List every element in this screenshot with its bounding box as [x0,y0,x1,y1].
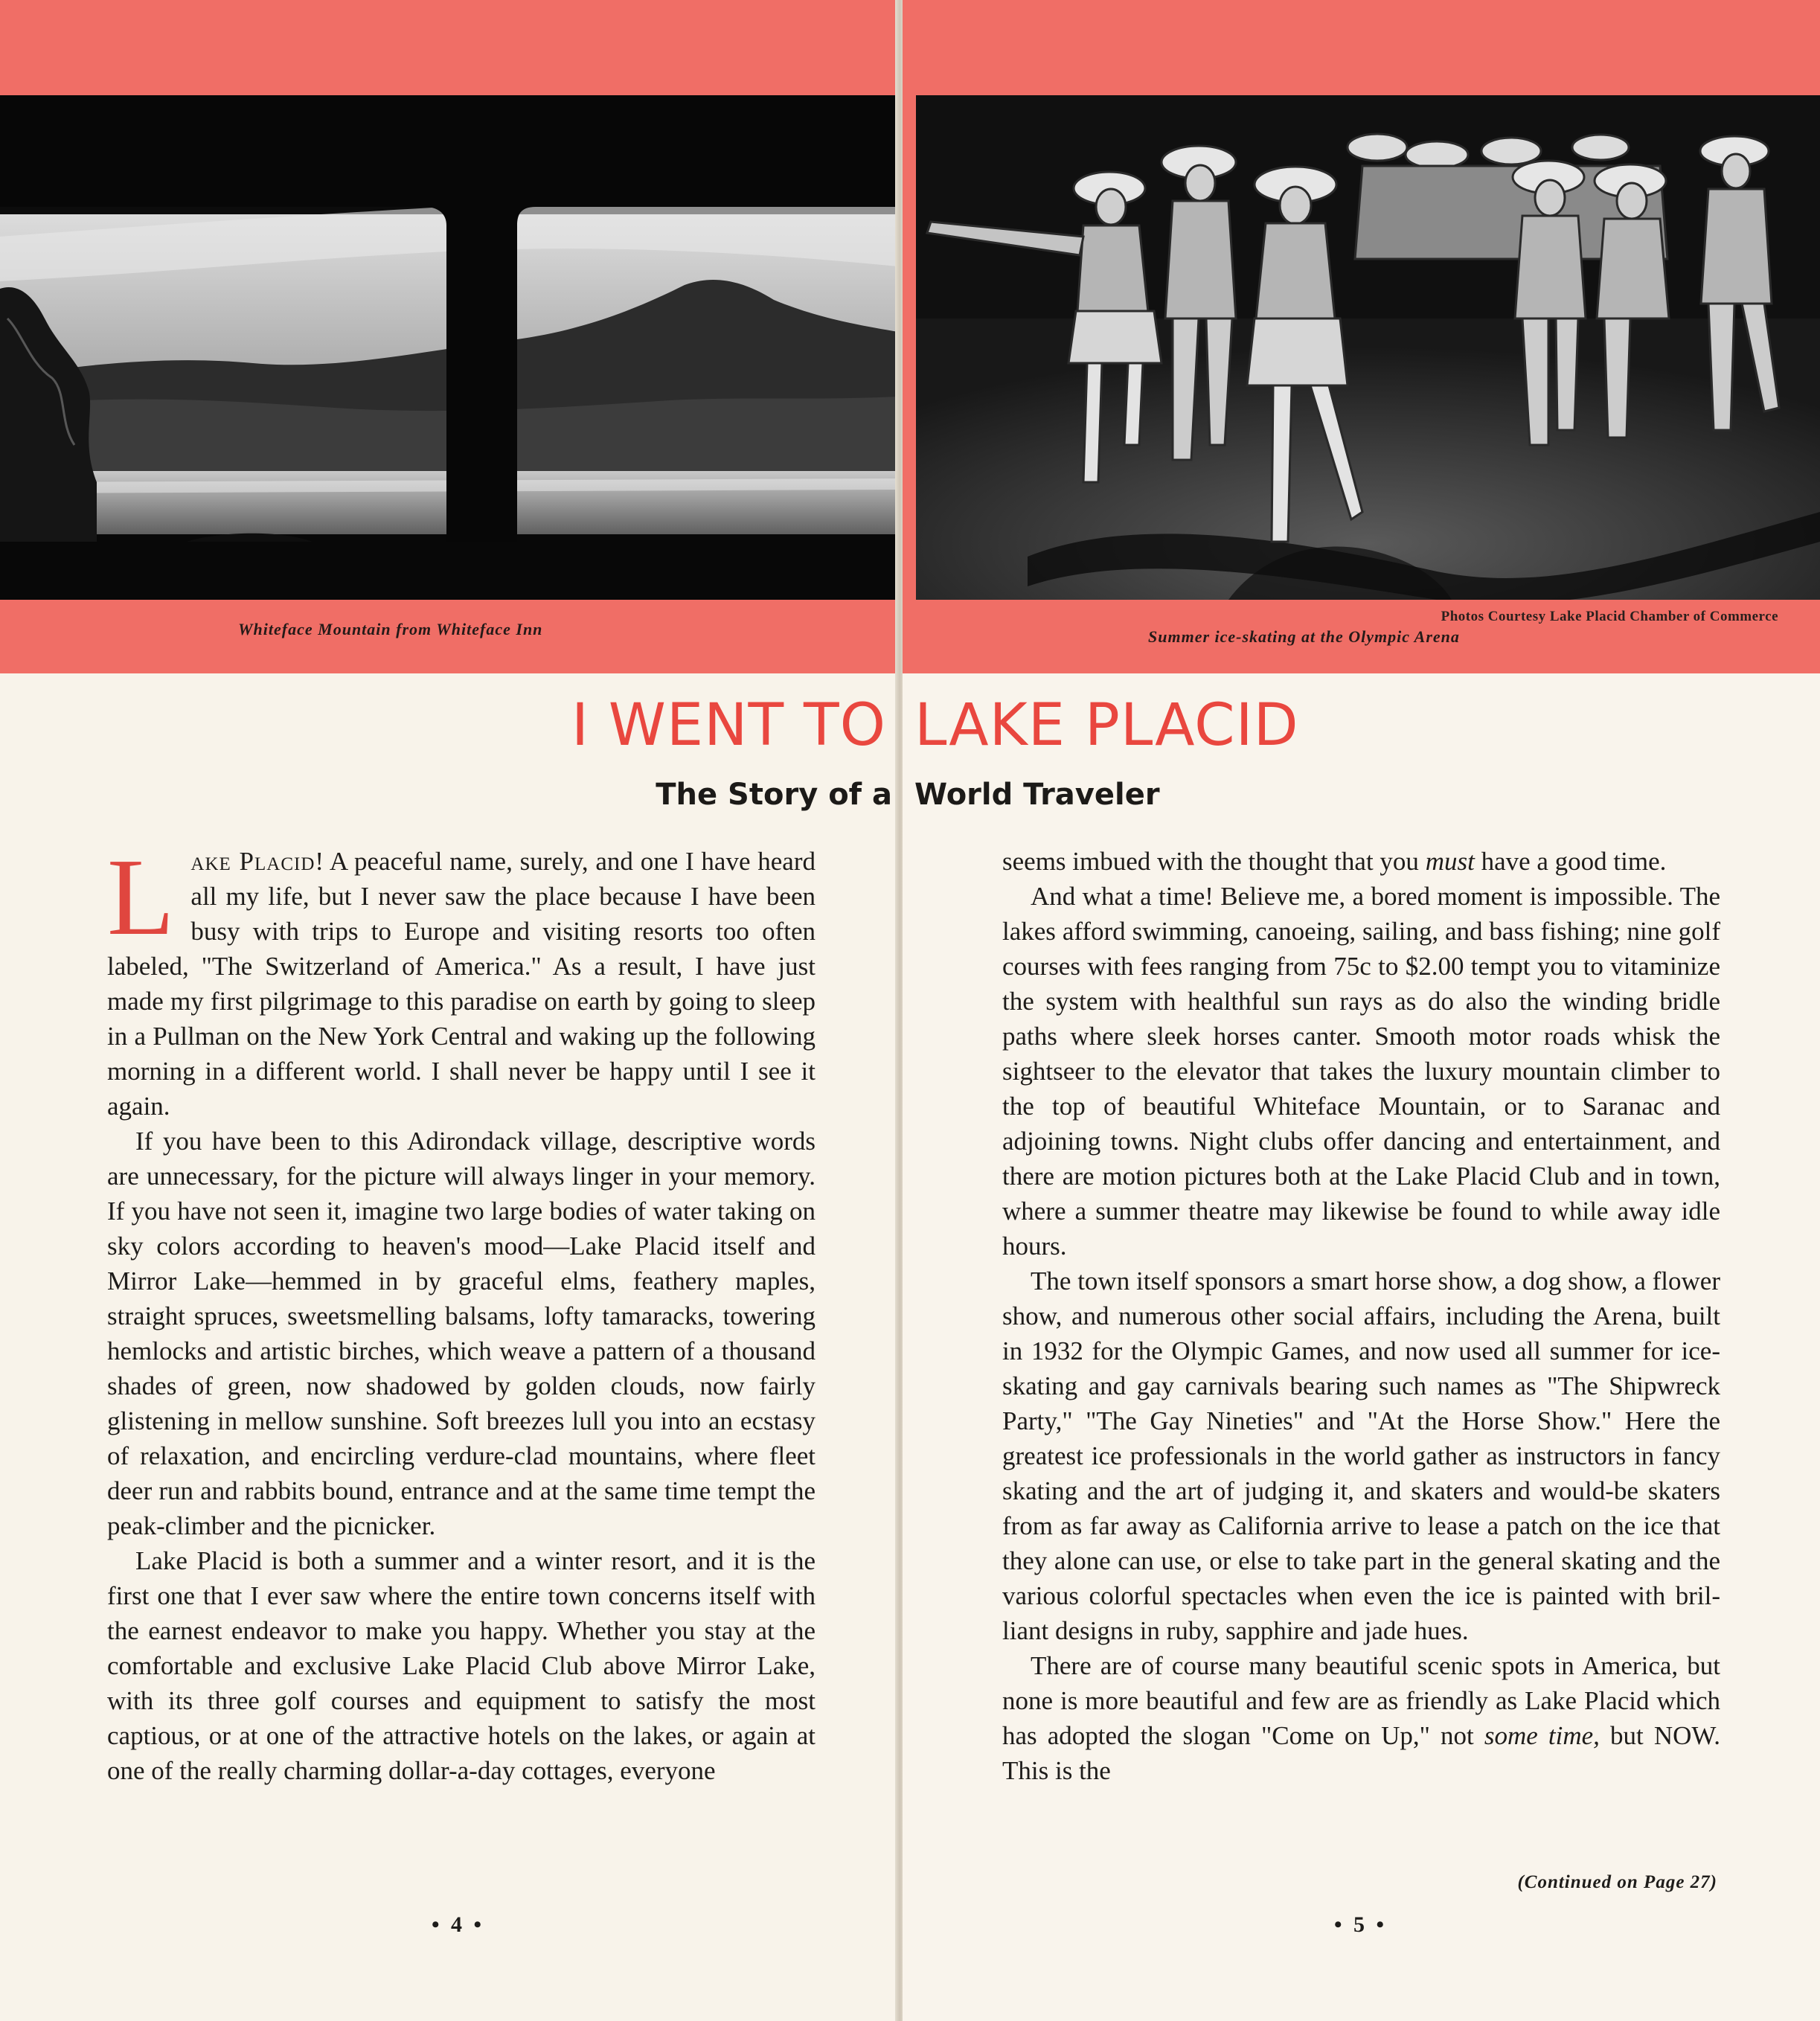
page-title-left: I WENT TO [571,692,886,759]
article-column-right [1002,844,1720,1788]
page-right [903,0,1820,2021]
article-paragraph-5: And what a time! Believe me, a bored moment is impossible. The lakes afford swimming, canoeing, sailing, and bass fishing; nine golf courses with fees ranging from 75c to $2.00 tempt you to vitaminize the system with healthful sun rays as do also the winding bridle paths where sleek horses canter. Smooth motor roads whisk the sightseer to the elevator that takes the luxury mountain climber to the top of beautiful Whiteface Mountain, or to Saranac and adjoining towns. Night clubs offer dancing and entertainment, and there are motion pictures both at the Lake Placid Club and in town, where a summer theatre may likewise be found to while away idle hours. [1002,882,1720,1261]
article-paragraph-1 [107,836,816,1124]
article-paragraph-4 [1002,844,1720,879]
photo-whiteface-mountain [0,95,898,600]
article-paragraph-2: If you have been to this Adirondack village, descriptive words are unnecessary, for the picture will always linger in your memory. If you have not seen it, imagine two large bodies of water taking on sky colors according to heaven's mood—Lake Placid itself and Mirror Lake—hemmed in by graceful elms, feathery maples, straight spruces, sweetsmelling balsams, lofty tamaracks, towering hemlocks and artistic birches, which weave a pattern of a thousand shades of green, now shadowed by golden clouds, now fairly glistening in mellow sunshine. Soft breezes lull you into an ecstasy of relaxation, and encircling verdure-clad mountains, where fleet deer run and rabbits bound, entrance and at the same time tempt the peak-climber and the picnicker. [107,1127,816,1540]
skaters-photo-image [916,95,1820,600]
article-paragraph-3: Lake Placid is both a summer and a winter resort, and it is the first one that I ever saw where the entire town concerns itself with the earnest endeavor to make you happy. Whether you stay at the comfortable and exclusive Lake Placid Club above Mirror Lake, with its three golf courses and equipment to satisfy the most captious, or at one of the attractive hotels on the lakes, or again at one of the really charming dollar-a-day cottages, everyone [107,1546,816,1785]
page-left [0,0,898,2021]
page-number-right: • 5 • [1334,1912,1388,1937]
page-title-right: LAKE PLACID [914,692,1299,759]
page-subtitle-right: World Traveler [914,778,1160,812]
photo-credit: Photos Courtesy Lake Placid Chamber of Commerce [1441,609,1778,624]
paragraph-7-end: but NOW. This is the [1002,1721,1720,1785]
paragraph-4-start: seems imbued with the thought that you [1002,847,1426,876]
page-subtitle-left: The Story of a [656,778,892,812]
article-column-left [107,836,816,1788]
paragraph-4-end: have a good time. [1474,847,1667,876]
article-paragraph-6: The town itself sponsors a smart horse show, a dog show, a flower show, and numerous other social affairs, including the Arena, built in 1932 for the Olympic Games, and now used all summer for ice-skating and gay carnivals bearing such names as "The Shipwreck Party," "The Gay Nineties" and "At the Horse Show." Here the greatest ice professionals in the world gather as instructors in fancy skating and the art of judging it, and skaters and would-be skaters from as far away as California arrive to lease a patch on the ice that they alone can use, or else to take part in the general skating and the various colorful spectacles when even the ice is painted with brilliant designs in ruby, sapphire and jade hues. [1002,1266,1720,1645]
continued-note: (Continued on Page 27) [1517,1872,1717,1892]
paragraph-7-start: There are of course many beautiful scenic spots in America, but none is more beautiful and few are as friendly as Lake Placid which has adopted the slogan "Come on Up," not [1002,1651,1720,1750]
article-paragraph-7 [1002,1648,1720,1788]
page-number-left: • 4 • [432,1912,485,1937]
emphasis-some-time: some time, [1484,1721,1600,1750]
photo-ice-skating [916,95,1820,600]
paragraph-1-text: ! A peaceful name, surely, and one I have heard all my life, but I never saw the place because I have been busy with trips to Europe and visiting resorts too often labeled, "The Switzerland of America." As a result, I have just made my first pilgrimage to this paradise on earth by going to sleep in a Pullman on the New York Central and waking up the following morning in a different world. I shall never be happy until I see it again. [107,847,816,1121]
photo-caption-left: Whiteface Mountain from Whiteface Inn [238,620,543,638]
photo-caption-right: Summer ice-skating at the Olympic Arena [1148,627,1460,646]
emphasis-must: must [1425,847,1475,876]
lead-smallcaps: ake Placid [190,847,315,876]
drop-cap: L [107,836,175,958]
mountain-photo-image [0,95,898,600]
